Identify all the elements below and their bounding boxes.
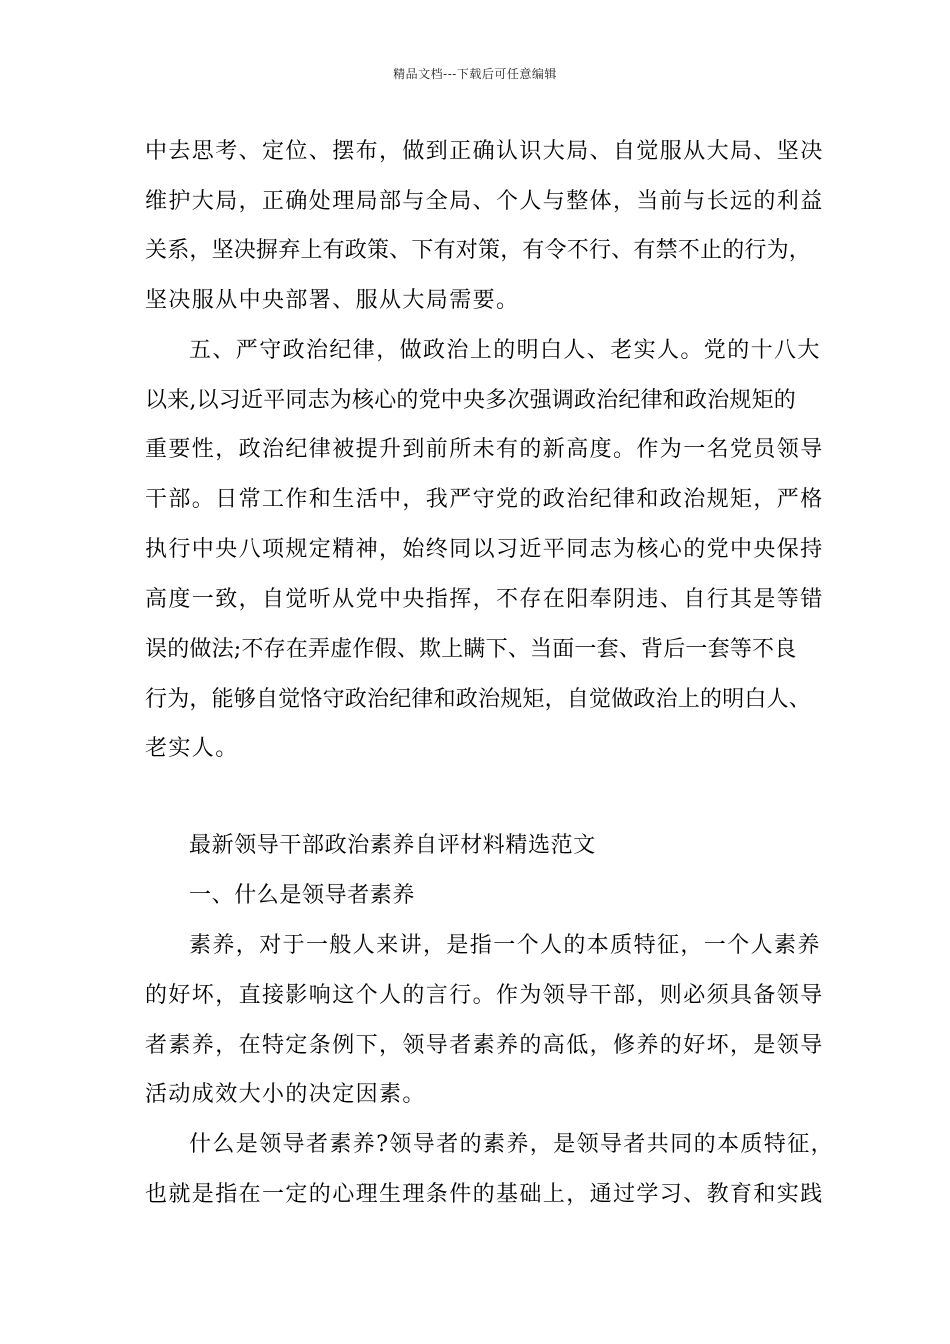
body-line: 活动成效大小的决定因素。 <box>145 1082 426 1107</box>
body-line: 重要性，政治纪律被提升到前所未有的新高度。作为一名党员领导 <box>145 437 824 462</box>
body-line: 以来,以习近平同志为核心的党中央多次强调政治纪律和政治规矩的 <box>145 388 796 413</box>
page-header: 精品文档---下载后可任意编辑 <box>393 67 557 81</box>
body-line: 的好坏，直接影响这个人的言行。作为领导干部，则必须具备领导 <box>145 983 824 1008</box>
body-line: 什么是领导者素养?领导者的素养，是领导者共同的本质特征， <box>189 1132 834 1157</box>
body-line: 中去思考、定位、摆布，做到正确认识大局、自觉服从大局、坚决 <box>145 139 824 164</box>
body-line: 高度一致，自觉听从党中央指挥，不存在阳奉阴违、自行其是等错 <box>145 587 824 612</box>
body-line: 素养，对于一般人来讲，是指一个人的本质特征，一个人素养 <box>189 933 821 958</box>
section-five-heading-line: 五、严守政治纪律，做政治上的明白人、老实人。党的十八大 <box>189 338 821 363</box>
body-line: 误的做法;不存在弄虚作假、欺上瞒下、当面一套、背后一套等不良 <box>145 637 797 662</box>
article-title: 最新领导干部政治素养自评材料精选范文 <box>189 833 596 858</box>
body-line: 执行中央八项规定精神，始终同以习近平同志为核心的党中央保持 <box>145 537 824 562</box>
body-line: 干部。日常工作和生活中，我严守党的政治纪律和政治规矩，严格 <box>145 487 824 512</box>
body-line: 行为，能够自觉恪守政治纪律和政治规矩，自觉做政治上的明白人、 <box>145 687 812 712</box>
body-line: 维护大局，正确处理局部与全局、个人与整体，当前与长远的利益 <box>145 189 824 214</box>
body-line: 也就是指在一定的心理生理条件的基础上，通过学习、教育和实践 <box>145 1182 824 1207</box>
section-one-heading: 一、什么是领导者素养 <box>189 883 416 908</box>
body-line: 者素养，在特定条例下，领导者素养的高低，修养的好坏，是领导 <box>145 1033 824 1058</box>
body-line: 老实人。 <box>145 736 239 761</box>
body-line: 坚决服从中央部署、服从大局需要。 <box>145 288 520 313</box>
body-line: 关系，坚决摒弃上有政策、下有对策，有令不行、有禁不止的行为， <box>145 238 812 263</box>
